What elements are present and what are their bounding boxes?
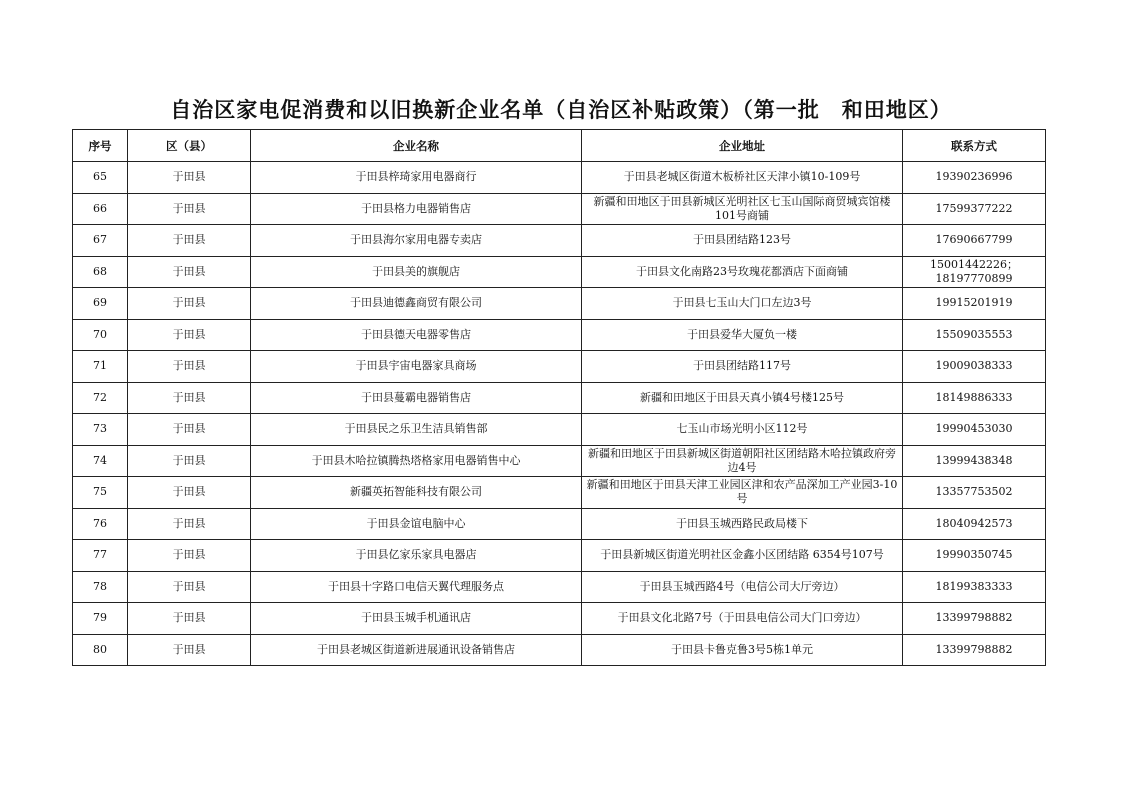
enterprise-name-cell: 于田县迪德鑫商贸有限公司 xyxy=(251,288,582,320)
table-header-row xyxy=(73,130,1046,162)
enterprise-address-cell: 新疆和田地区于田县天真小镇4号楼125号 xyxy=(582,382,903,414)
serial-number-cell: 79 xyxy=(73,603,128,635)
contact-cell: 19915201919 xyxy=(903,288,1046,320)
district-cell: 于田县 xyxy=(128,477,251,509)
serial-number-cell: 65 xyxy=(73,162,128,194)
enterprise-address-cell: 于田县玉城西路民政局楼下 xyxy=(582,508,903,540)
contact-cell: 17599377222 xyxy=(903,193,1046,225)
district-cell: 于田县 xyxy=(128,351,251,383)
table-row xyxy=(73,288,1046,320)
header-enterprise-address: 企业地址 xyxy=(582,130,903,162)
contact-cell: 13999438348 xyxy=(903,445,1046,477)
enterprise-address-cell: 七玉山市场光明小区112号 xyxy=(582,414,903,446)
enterprise-name-cell: 于田县金谊电脑中心 xyxy=(251,508,582,540)
contact-cell: 19009038333 xyxy=(903,351,1046,383)
serial-number-cell: 80 xyxy=(73,634,128,666)
enterprise-address-cell: 于田县文化南路23号玫瑰花都酒店下面商铺 xyxy=(582,256,903,288)
serial-number-cell: 70 xyxy=(73,319,128,351)
serial-number-cell: 78 xyxy=(73,571,128,603)
serial-number-cell: 77 xyxy=(73,540,128,572)
contact-cell: 17690667799 xyxy=(903,225,1046,257)
district-cell: 于田县 xyxy=(128,603,251,635)
serial-number-cell: 67 xyxy=(73,225,128,257)
contact-cell: 18040942573 xyxy=(903,508,1046,540)
contact-cell: 18149886333 xyxy=(903,382,1046,414)
district-cell: 于田县 xyxy=(128,225,251,257)
header-serial-number: 序号 xyxy=(73,130,128,162)
enterprise-name-cell: 于田县玉城手机通讯店 xyxy=(251,603,582,635)
header-enterprise-name: 企业名称 xyxy=(251,130,582,162)
document-title: 自治区家电促消费和以旧换新企业名单（自治区补贴政策）（第一批 和田地区） xyxy=(170,97,952,122)
table-row xyxy=(73,414,1046,446)
contact-cell: 19390236996 xyxy=(903,162,1046,194)
enterprise-name-cell: 于田县十字路口电信天翼代理服务点 xyxy=(251,571,582,603)
enterprise-name-cell: 于田县格力电器销售店 xyxy=(251,193,582,225)
table-row xyxy=(73,351,1046,383)
enterprise-address-cell: 于田县老城区街道木板桥社区天津小镇10-109号 xyxy=(582,162,903,194)
enterprise-address-cell: 于田县新城区街道光明社区金鑫小区团结路 6354号107号 xyxy=(582,540,903,572)
table-row xyxy=(73,571,1046,603)
enterprise-name-cell: 于田县德天电器零售店 xyxy=(251,319,582,351)
enterprise-name-cell: 于田县海尔家用电器专卖店 xyxy=(251,225,582,257)
enterprise-address-cell: 新疆和田地区于田县新城区街道朝阳社区团结路木哈拉镇政府旁边4号 xyxy=(582,445,903,477)
enterprise-name-cell: 于田县宇宙电器家具商场 xyxy=(251,351,582,383)
table-row xyxy=(73,256,1046,288)
district-cell: 于田县 xyxy=(128,445,251,477)
district-cell: 于田县 xyxy=(128,571,251,603)
district-cell: 于田县 xyxy=(128,414,251,446)
table-row xyxy=(73,193,1046,225)
enterprise-address-cell: 于田县七玉山大门口左边3号 xyxy=(582,288,903,320)
table-row xyxy=(73,540,1046,572)
serial-number-cell: 76 xyxy=(73,508,128,540)
header-district: 区（县） xyxy=(128,130,251,162)
enterprise-address-cell: 新疆和田地区于田县新城区光明社区七玉山国际商贸城宾馆楼101号商铺 xyxy=(582,193,903,225)
enterprise-name-cell: 于田县梓琦家用电器商行 xyxy=(251,162,582,194)
enterprise-name-cell: 于田县老城区街道新进展通讯设备销售店 xyxy=(251,634,582,666)
enterprise-name-cell: 于田县木哈拉镇腾热塔格家用电器销售中心 xyxy=(251,445,582,477)
enterprise-address-cell: 于田县爱华大厦负一楼 xyxy=(582,319,903,351)
enterprise-name-cell: 于田县亿家乐家具电器店 xyxy=(251,540,582,572)
enterprise-address-cell: 于田县文化北路7号（于田县电信公司大门口旁边） xyxy=(582,603,903,635)
table-row xyxy=(73,477,1046,509)
contact-cell: 15509035553 xyxy=(903,319,1046,351)
enterprise-address-cell: 于田县团结路117号 xyxy=(582,351,903,383)
district-cell: 于田县 xyxy=(128,319,251,351)
table-row xyxy=(73,319,1046,351)
serial-number-cell: 73 xyxy=(73,414,128,446)
enterprise-address-cell: 于田县团结路123号 xyxy=(582,225,903,257)
serial-number-cell: 71 xyxy=(73,351,128,383)
enterprise-name-cell: 于田县蔓霸电器销售店 xyxy=(251,382,582,414)
contact-cell: 19990350745 xyxy=(903,540,1046,572)
contact-cell: 15001442226；18197770899 xyxy=(903,256,1046,288)
table-row xyxy=(73,445,1046,477)
serial-number-cell: 75 xyxy=(73,477,128,509)
enterprise-name-cell: 新疆英拓智能科技有限公司 xyxy=(251,477,582,509)
district-cell: 于田县 xyxy=(128,162,251,194)
table-row xyxy=(73,225,1046,257)
district-cell: 于田县 xyxy=(128,382,251,414)
table-row xyxy=(73,603,1046,635)
serial-number-cell: 74 xyxy=(73,445,128,477)
contact-cell: 19990453030 xyxy=(903,414,1046,446)
serial-number-cell: 66 xyxy=(73,193,128,225)
district-cell: 于田县 xyxy=(128,540,251,572)
contact-cell: 18199383333 xyxy=(903,571,1046,603)
table-row xyxy=(73,382,1046,414)
table-row xyxy=(73,162,1046,194)
district-cell: 于田县 xyxy=(128,634,251,666)
table-row xyxy=(73,508,1046,540)
serial-number-cell: 72 xyxy=(73,382,128,414)
contact-cell: 13399798882 xyxy=(903,634,1046,666)
header-contact: 联系方式 xyxy=(903,130,1046,162)
district-cell: 于田县 xyxy=(128,288,251,320)
enterprise-address-cell: 于田县卡鲁克鲁3号5栋1单元 xyxy=(582,634,903,666)
enterprise-name-cell: 于田县民之乐卫生洁具销售部 xyxy=(251,414,582,446)
contact-cell: 13399798882 xyxy=(903,603,1046,635)
enterprise-address-cell: 于田县玉城西路4号（电信公司大厅旁边） xyxy=(582,571,903,603)
enterprise-address-cell: 新疆和田地区于田县天津工业园区津和农产品深加工产业园3-10号 xyxy=(582,477,903,509)
district-cell: 于田县 xyxy=(128,256,251,288)
district-cell: 于田县 xyxy=(128,508,251,540)
enterprise-list-table xyxy=(72,129,1046,666)
table-row xyxy=(73,634,1046,666)
enterprise-name-cell: 于田县美的旗舰店 xyxy=(251,256,582,288)
serial-number-cell: 68 xyxy=(73,256,128,288)
serial-number-cell: 69 xyxy=(73,288,128,320)
district-cell: 于田县 xyxy=(128,193,251,225)
contact-cell: 13357753502 xyxy=(903,477,1046,509)
